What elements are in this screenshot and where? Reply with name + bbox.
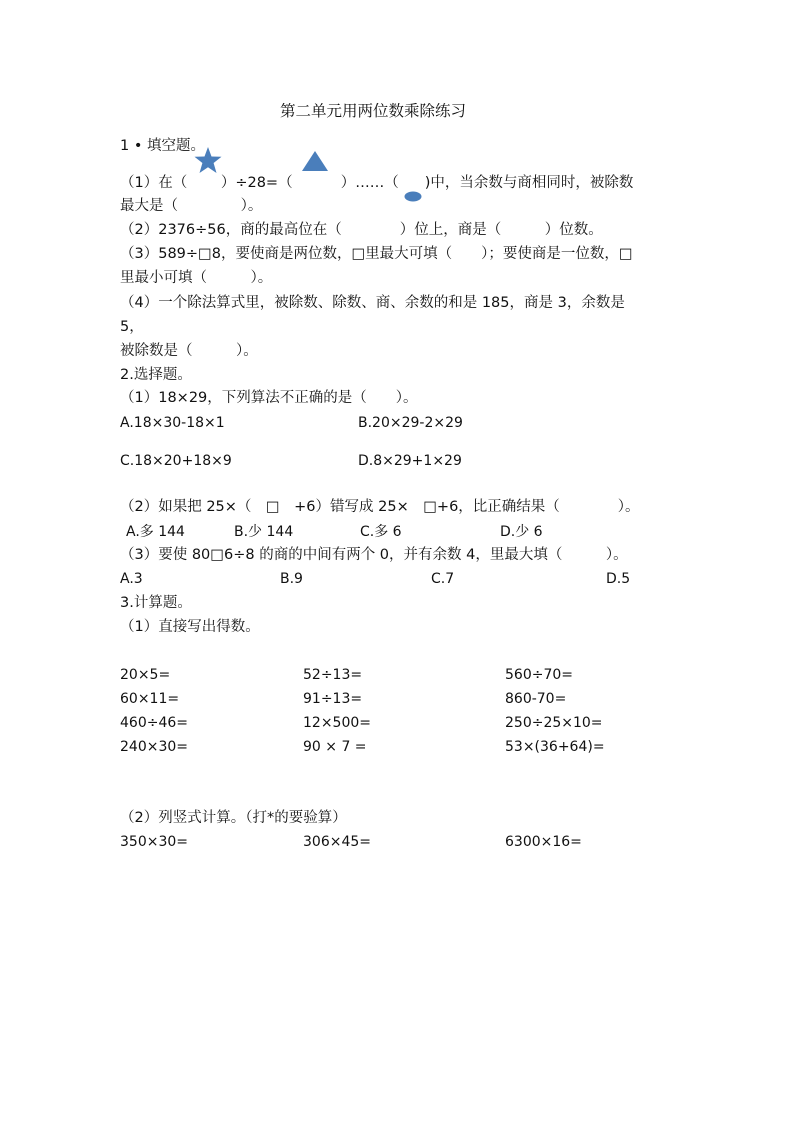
option-2-1-a: A.18×30-18×1 — [120, 415, 225, 431]
section-3-sub-1: （1）直接写出得数。 — [120, 619, 260, 635]
page-title: 第二单元用两位数乘除练习 — [280, 102, 467, 120]
direct-calc-item: 12×500= — [303, 715, 371, 731]
option-2-2-c: C.多 6 — [360, 524, 402, 540]
vertical-calc-item: 350×30= — [120, 834, 188, 850]
question-2-1: （1）18×29，下列算法不正确的是（ ）。 — [120, 390, 418, 406]
option-2-3-c: C.7 — [431, 571, 455, 587]
question-1-1-text-a: （1）在（ ）÷28=（ ）……（ — [120, 175, 399, 191]
option-2-1-b: B.20×29-2×29 — [358, 415, 463, 431]
question-1-3-line-1: （3）589÷□8，要使商是两位数，□里最大可填（ ）；要使商是一位数，□ — [120, 246, 633, 262]
option-2-3-a: A.3 — [120, 571, 143, 587]
option-2-3-b: B.9 — [280, 571, 303, 587]
section-3-sub-2: （2）列竖式计算。（打*的要验算） — [120, 810, 347, 826]
option-2-2-a: A.多 144 — [126, 524, 185, 540]
section-3-heading: 3.计算题。 — [120, 595, 192, 611]
option-2-3-d: D.5 — [606, 571, 631, 587]
direct-calc-item: 91÷13= — [303, 691, 363, 707]
section-1-heading: 1 • 填空题。 — [120, 138, 205, 154]
direct-calc-item: 20×5= — [120, 667, 171, 683]
direct-calc-item: 860-70= — [505, 691, 567, 707]
option-2-2-b: B.少 144 — [234, 524, 294, 540]
question-1-4-line-2: 5， — [120, 319, 144, 335]
question-1-3-line-2: 里最小可填（ ）。 — [120, 270, 273, 286]
triangle-icon — [301, 150, 329, 172]
vertical-calc-item: 306×45= — [303, 834, 371, 850]
question-1-4-line-3: 被除数是（ ）。 — [120, 343, 258, 359]
direct-calc-item: 240×30= — [120, 739, 188, 755]
direct-calc-item: 53×(36+64)= — [505, 739, 605, 755]
question-2-2: （2）如果把 25×（ □ +6）错写成 25× □+6，比正确结果（ ）。 — [120, 499, 640, 515]
vertical-calc-item: 6300×16= — [505, 834, 582, 850]
direct-calc-item: 90 × 7 = — [303, 739, 367, 755]
direct-calc-item: 250÷25×10= — [505, 715, 603, 731]
question-2-3: （3）要使 80□6÷8 的商的中间有两个 0，并有余数 4，里最大填（ ）。 — [120, 547, 628, 563]
option-2-2-d: D.少 6 — [500, 524, 543, 540]
direct-calc-item: 60×11= — [120, 691, 180, 707]
option-2-1-d: D.8×29+1×29 — [358, 453, 462, 469]
question-1-1-line-1 — [120, 173, 633, 193]
question-1-1-line-2: 最大是（ ）。 — [120, 198, 263, 214]
section-2-heading: 2.选择题。 — [120, 367, 192, 383]
question-1-2: （2）2376÷56，商的最高位在（ ）位上，商是（ ）位数。 — [120, 222, 603, 238]
direct-calc-item: 560÷70= — [505, 667, 573, 683]
option-2-1-c: C.18×20+18×9 — [120, 453, 232, 469]
question-1-4-line-1: （4）一个除法算式里，被除数、除数、商、余数的和是 185，商是 3，余数是 — [120, 295, 625, 311]
question-1-1-text-b: )中，当余数与商相同时，被除数 — [424, 175, 634, 191]
direct-calc-item: 460÷46= — [120, 715, 188, 731]
direct-calc-item: 52÷13= — [303, 667, 363, 683]
oval-icon — [404, 191, 422, 202]
star-icon — [193, 146, 223, 176]
